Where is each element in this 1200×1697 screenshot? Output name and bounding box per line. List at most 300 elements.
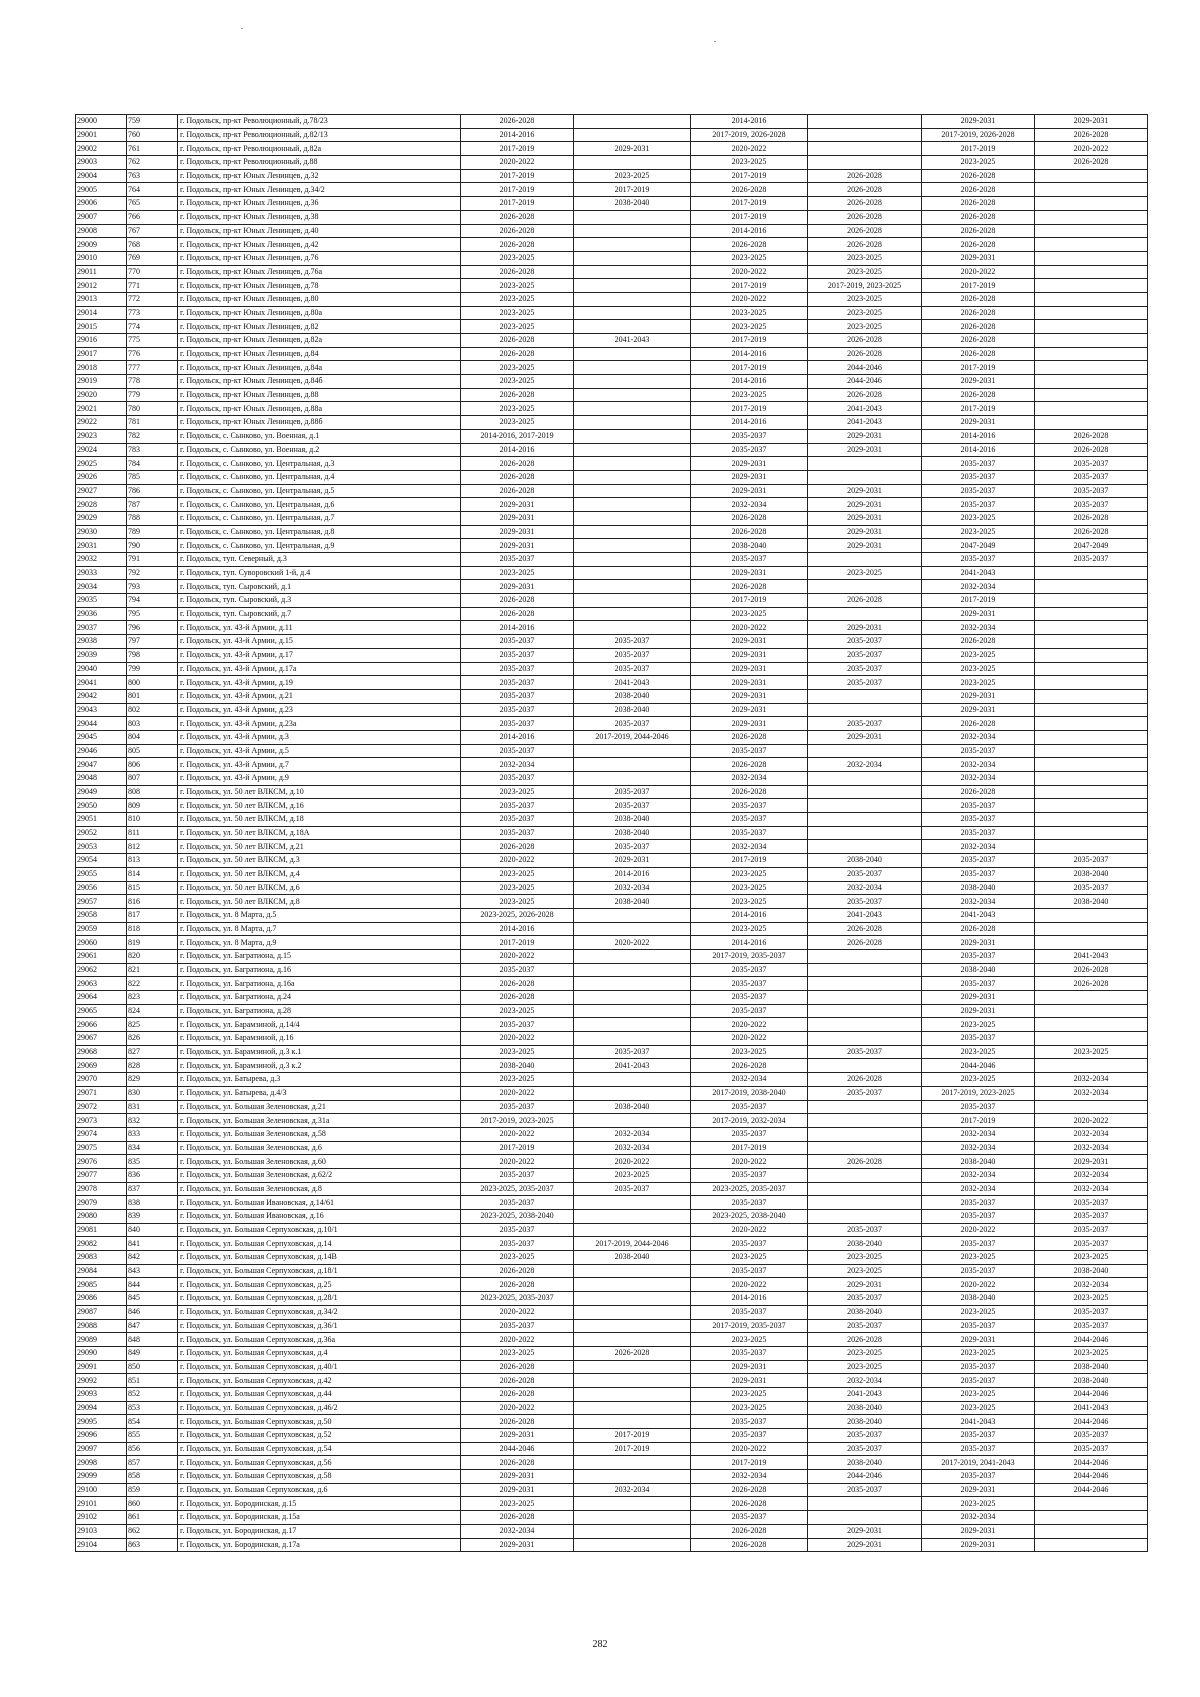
- period-col-5-cell: 2014-2016: [922, 429, 1035, 443]
- record-id-cell: 29028: [76, 498, 127, 512]
- record-id-cell: 29067: [76, 1032, 127, 1046]
- period-col-6-cell: 2035-2037: [1035, 1223, 1148, 1237]
- record-id-cell: 29008: [76, 224, 127, 238]
- period-col-5-cell: 2023-2025: [922, 1387, 1035, 1401]
- period-col-6-cell: 2035-2037: [1035, 854, 1148, 868]
- record-id-cell: 29045: [76, 730, 127, 744]
- record-id-cell: 29016: [76, 334, 127, 348]
- period-col-3-cell: 2020-2022: [691, 621, 808, 635]
- period-col-2-cell: [574, 772, 691, 786]
- seq-number-cell: 791: [127, 553, 178, 567]
- period-col-6-cell: 2041-2043: [1035, 1401, 1148, 1415]
- record-id-cell: 29089: [76, 1333, 127, 1347]
- period-col-6-cell: 2032-2034: [1035, 1141, 1148, 1155]
- period-col-3-cell: 2029-2031: [691, 1360, 808, 1374]
- period-col-4-cell: 2026-2028: [808, 347, 922, 361]
- table-row: [76, 1333, 1148, 1347]
- seq-number-cell: 822: [127, 977, 178, 991]
- seq-number-cell: 801: [127, 689, 178, 703]
- seq-number-cell: 783: [127, 443, 178, 457]
- record-id-cell: 29090: [76, 1346, 127, 1360]
- period-col-3-cell: 2035-2037: [691, 1004, 808, 1018]
- period-col-2-cell: 2035-2037: [574, 648, 691, 662]
- period-col-2-cell: [574, 553, 691, 567]
- period-col-5-cell: 2035-2037: [922, 1374, 1035, 1388]
- table-row: [76, 758, 1148, 772]
- record-id-cell: 29011: [76, 265, 127, 279]
- period-col-3-cell: 2026-2028: [691, 785, 808, 799]
- seq-number-cell: 856: [127, 1442, 178, 1456]
- period-col-6-cell: [1035, 265, 1148, 279]
- period-col-2-cell: 2032-2034: [574, 1483, 691, 1497]
- period-col-1-cell: 2023-2025: [461, 1073, 574, 1087]
- period-col-4-cell: 2041-2043: [808, 1387, 922, 1401]
- table-row: [76, 895, 1148, 909]
- period-col-1-cell: 2020-2022: [461, 1127, 574, 1141]
- period-col-5-cell: 2029-2031: [922, 115, 1035, 129]
- period-col-1-cell: 2026-2028: [461, 388, 574, 402]
- period-col-2-cell: [574, 963, 691, 977]
- period-col-5-cell: 2023-2025: [922, 1251, 1035, 1265]
- period-col-5-cell: 2026-2028: [922, 320, 1035, 334]
- period-col-4-cell: 2023-2025: [808, 306, 922, 320]
- table-row: [76, 594, 1148, 608]
- address-cell: г. Подольск, ул. Барамзиной, д.14/4: [178, 1018, 461, 1032]
- record-id-cell: 29052: [76, 826, 127, 840]
- address-cell: г. Подольск, пр-кт Революционный, д.82а: [178, 142, 461, 156]
- seq-number-cell: 776: [127, 347, 178, 361]
- period-col-1-cell: 2032-2034: [461, 1524, 574, 1538]
- address-cell: г. Подольск, ул. 43-й Армии, д.3: [178, 730, 461, 744]
- seq-number-cell: 820: [127, 949, 178, 963]
- period-col-5-cell: 2023-2025: [922, 511, 1035, 525]
- table-row: [76, 1045, 1148, 1059]
- period-col-3-cell: 2026-2028: [691, 1538, 808, 1552]
- period-col-6-cell: 2032-2034: [1035, 1182, 1148, 1196]
- table-row: [76, 785, 1148, 799]
- period-col-6-cell: 2038-2040: [1035, 1264, 1148, 1278]
- period-col-3-cell: 2035-2037: [691, 799, 808, 813]
- table-row: [76, 169, 1148, 183]
- period-col-5-cell: 2026-2028: [922, 292, 1035, 306]
- period-col-3-cell: 2023-2025: [691, 607, 808, 621]
- address-cell: г. Подольск, ул. 43-й Армии, д.5: [178, 744, 461, 758]
- seq-number-cell: 843: [127, 1264, 178, 1278]
- address-cell: г. Подольск, ул. 50 лет ВЛКСМ, д.8: [178, 895, 461, 909]
- seq-number-cell: 842: [127, 1251, 178, 1265]
- period-col-1-cell: 2035-2037: [461, 799, 574, 813]
- seq-number-cell: 763: [127, 169, 178, 183]
- table-row: [76, 1032, 1148, 1046]
- table-row: [76, 1182, 1148, 1196]
- period-col-4-cell: 2038-2040: [808, 854, 922, 868]
- seq-number-cell: 859: [127, 1483, 178, 1497]
- address-cell: г. Подольск, ул. 50 лет ВЛКСМ, д.21: [178, 840, 461, 854]
- period-col-2-cell: [574, 1374, 691, 1388]
- period-col-5-cell: 2026-2028: [922, 183, 1035, 197]
- period-col-4-cell: 2035-2037: [808, 1442, 922, 1456]
- record-id-cell: 29042: [76, 689, 127, 703]
- record-id-cell: 29025: [76, 457, 127, 471]
- address-cell: г. Подольск, с. Сынково, ул. Центральная, д.8: [178, 525, 461, 539]
- period-col-6-cell: [1035, 1538, 1148, 1552]
- address-cell: г. Подольск, ул. Багратиона, д.24: [178, 991, 461, 1005]
- period-col-2-cell: 2023-2025: [574, 169, 691, 183]
- seq-number-cell: 854: [127, 1415, 178, 1429]
- seq-number-cell: 833: [127, 1127, 178, 1141]
- period-col-2-cell: [574, 1497, 691, 1511]
- table-row: [76, 881, 1148, 895]
- table-row: [76, 470, 1148, 484]
- address-cell: г. Подольск, ул. Большая Серпуховская, д.40/1: [178, 1360, 461, 1374]
- period-col-2-cell: 2032-2034: [574, 1127, 691, 1141]
- period-col-6-cell: [1035, 799, 1148, 813]
- period-col-2-cell: 2035-2037: [574, 635, 691, 649]
- period-col-2-cell: 2038-2040: [574, 689, 691, 703]
- period-col-6-cell: [1035, 758, 1148, 772]
- period-col-4-cell: 2029-2031: [808, 525, 922, 539]
- period-col-2-cell: 2038-2040: [574, 826, 691, 840]
- period-col-4-cell: [808, 1168, 922, 1182]
- period-col-4-cell: 2035-2037: [808, 1045, 922, 1059]
- period-col-5-cell: 2035-2037: [922, 470, 1035, 484]
- period-col-6-cell: 2020-2022: [1035, 142, 1148, 156]
- period-col-1-cell: 2035-2037: [461, 703, 574, 717]
- period-col-5-cell: 2035-2037: [922, 977, 1035, 991]
- period-col-5-cell: 2035-2037: [922, 813, 1035, 827]
- seq-number-cell: 778: [127, 375, 178, 389]
- table-row: [76, 1086, 1148, 1100]
- table-row: [76, 1292, 1148, 1306]
- record-id-cell: 29034: [76, 580, 127, 594]
- table-row: [76, 1429, 1148, 1443]
- address-cell: г. Подольск, пр-кт Юных Ленинцев, д.32: [178, 169, 461, 183]
- table-row: [76, 197, 1148, 211]
- table-row: [76, 813, 1148, 827]
- period-col-4-cell: [808, 156, 922, 170]
- period-col-4-cell: 2026-2028: [808, 1333, 922, 1347]
- period-col-4-cell: 2035-2037: [808, 1292, 922, 1306]
- period-col-4-cell: [808, 1004, 922, 1018]
- address-cell: г. Подольск, ул. Большая Серпуховская, д.58: [178, 1470, 461, 1484]
- address-cell: г. Подольск, ул. Барамзиной, д.3 к.1: [178, 1045, 461, 1059]
- table-row: [76, 1018, 1148, 1032]
- period-col-5-cell: 2032-2034: [922, 758, 1035, 772]
- seq-number-cell: 847: [127, 1319, 178, 1333]
- period-col-5-cell: 2026-2028: [922, 717, 1035, 731]
- address-cell: г. Подольск, ул. 43-й Армии, д.17а: [178, 662, 461, 676]
- address-cell: г. Подольск, ул. Багратиона, д.16а: [178, 977, 461, 991]
- address-cell: г. Подольск, ул. Барамзиной, д.16: [178, 1032, 461, 1046]
- period-col-5-cell: 2035-2037: [922, 498, 1035, 512]
- period-col-1-cell: 2026-2028: [461, 334, 574, 348]
- period-col-6-cell: [1035, 1511, 1148, 1525]
- record-id-cell: 29043: [76, 703, 127, 717]
- period-col-3-cell: 2029-2031: [691, 457, 808, 471]
- period-col-1-cell: 2029-2031: [461, 1483, 574, 1497]
- period-col-4-cell: 2032-2034: [808, 881, 922, 895]
- period-col-1-cell: 2014-2016, 2017-2019: [461, 429, 574, 443]
- address-cell: г. Подольск, ул. Большая Зеленовская, д.6: [178, 1141, 461, 1155]
- record-id-cell: 29058: [76, 908, 127, 922]
- period-col-5-cell: 2029-2031: [922, 1333, 1035, 1347]
- period-col-4-cell: 2038-2040: [808, 1401, 922, 1415]
- period-col-4-cell: 2044-2046: [808, 375, 922, 389]
- period-col-3-cell: 2014-2016: [691, 416, 808, 430]
- address-cell: г. Подольск, пр-кт Юных Ленинцев, д.76а: [178, 265, 461, 279]
- period-col-3-cell: 2023-2025: [691, 1251, 808, 1265]
- period-col-5-cell: 2029-2031: [922, 1004, 1035, 1018]
- period-col-1-cell: 2035-2037: [461, 1100, 574, 1114]
- period-col-3-cell: 2035-2037: [691, 813, 808, 827]
- period-col-5-cell: 2032-2034: [922, 1141, 1035, 1155]
- period-col-2-cell: [574, 1004, 691, 1018]
- period-col-5-cell: 2035-2037: [922, 1196, 1035, 1210]
- address-cell: г. Подольск, ул. 8 Марта, д.9: [178, 936, 461, 950]
- table-row: [76, 1483, 1148, 1497]
- period-col-5-cell: 2029-2031: [922, 703, 1035, 717]
- period-col-6-cell: [1035, 402, 1148, 416]
- period-col-4-cell: [808, 1059, 922, 1073]
- period-col-6-cell: [1035, 730, 1148, 744]
- record-id-cell: 29077: [76, 1168, 127, 1182]
- table-row: [76, 1470, 1148, 1484]
- table-row: [76, 224, 1148, 238]
- period-col-3-cell: 2014-2016: [691, 347, 808, 361]
- period-col-5-cell: 2035-2037: [922, 1470, 1035, 1484]
- period-col-2-cell: [574, 621, 691, 635]
- period-col-2-cell: 2035-2037: [574, 799, 691, 813]
- period-col-5-cell: 2026-2028: [922, 306, 1035, 320]
- table-row: [76, 908, 1148, 922]
- period-col-2-cell: [574, 758, 691, 772]
- period-col-3-cell: 2020-2022: [691, 1442, 808, 1456]
- record-id-cell: 29071: [76, 1086, 127, 1100]
- period-col-2-cell: [574, 594, 691, 608]
- period-col-1-cell: 2044-2046: [461, 1442, 574, 1456]
- period-col-6-cell: 2035-2037: [1035, 881, 1148, 895]
- seq-number-cell: 840: [127, 1223, 178, 1237]
- period-col-4-cell: [808, 470, 922, 484]
- period-col-2-cell: [574, 1073, 691, 1087]
- record-id-cell: 29050: [76, 799, 127, 813]
- period-col-2-cell: 2041-2043: [574, 334, 691, 348]
- address-cell: г. Подольск, ул. Большая Серпуховская, д.36/1: [178, 1319, 461, 1333]
- table-row: [76, 1319, 1148, 1333]
- period-col-1-cell: 2029-2031: [461, 511, 574, 525]
- period-col-5-cell: 2032-2034: [922, 1168, 1035, 1182]
- record-id-cell: 29065: [76, 1004, 127, 1018]
- period-col-1-cell: 2026-2028: [461, 1456, 574, 1470]
- period-col-5-cell: 2035-2037: [922, 1210, 1035, 1224]
- seq-number-cell: 798: [127, 648, 178, 662]
- seq-number-cell: 817: [127, 908, 178, 922]
- record-id-cell: 29064: [76, 991, 127, 1005]
- period-col-3-cell: 2026-2028: [691, 1524, 808, 1538]
- seq-number-cell: 770: [127, 265, 178, 279]
- period-col-5-cell: 2041-2043: [922, 566, 1035, 580]
- period-col-2-cell: 2026-2028: [574, 1346, 691, 1360]
- period-col-4-cell: [808, 949, 922, 963]
- period-col-3-cell: 2029-2031: [691, 484, 808, 498]
- table-row: [76, 1264, 1148, 1278]
- period-col-1-cell: 2020-2022: [461, 1086, 574, 1100]
- period-col-3-cell: 2023-2025: [691, 922, 808, 936]
- address-cell: г. Подольск, ул. Барамзиной, д.3 к.2: [178, 1059, 461, 1073]
- period-col-5-cell: 2035-2037: [922, 484, 1035, 498]
- seq-number-cell: 799: [127, 662, 178, 676]
- period-col-5-cell: 2023-2025: [922, 1018, 1035, 1032]
- table-row: [76, 388, 1148, 402]
- table-row: [76, 183, 1148, 197]
- period-col-2-cell: 2017-2019, 2044-2046: [574, 1237, 691, 1251]
- period-col-4-cell: [808, 703, 922, 717]
- period-col-6-cell: 2038-2040: [1035, 1374, 1148, 1388]
- seq-number-cell: 792: [127, 566, 178, 580]
- period-col-6-cell: [1035, 169, 1148, 183]
- period-col-1-cell: 2026-2028: [461, 1374, 574, 1388]
- record-id-cell: 29059: [76, 922, 127, 936]
- period-col-5-cell: 2026-2028: [922, 388, 1035, 402]
- address-cell: г. Подольск, пр-кт Юных Ленинцев, д.88: [178, 388, 461, 402]
- period-col-6-cell: 2035-2037: [1035, 498, 1148, 512]
- record-id-cell: 29015: [76, 320, 127, 334]
- period-col-3-cell: 2014-2016: [691, 224, 808, 238]
- seq-number-cell: 812: [127, 840, 178, 854]
- period-col-5-cell: 2023-2025: [922, 648, 1035, 662]
- period-col-4-cell: 2029-2031: [808, 498, 922, 512]
- period-col-3-cell: 2017-2019: [691, 594, 808, 608]
- period-col-5-cell: 2029-2031: [922, 375, 1035, 389]
- table-row: [76, 429, 1148, 443]
- period-col-5-cell: 2032-2034: [922, 1511, 1035, 1525]
- period-col-1-cell: 2026-2028: [461, 840, 574, 854]
- table-row: [76, 1360, 1148, 1374]
- period-col-4-cell: 2026-2028: [808, 936, 922, 950]
- period-col-2-cell: [574, 1333, 691, 1347]
- period-col-3-cell: 2029-2031: [691, 689, 808, 703]
- period-col-2-cell: [574, 1032, 691, 1046]
- period-col-3-cell: 2023-2025: [691, 1387, 808, 1401]
- record-id-cell: 29044: [76, 717, 127, 731]
- period-col-1-cell: 2023-2025: [461, 292, 574, 306]
- table-row: [76, 1073, 1148, 1087]
- period-col-2-cell: [574, 1524, 691, 1538]
- period-col-6-cell: 2044-2046: [1035, 1483, 1148, 1497]
- period-col-2-cell: [574, 607, 691, 621]
- record-id-cell: 29013: [76, 292, 127, 306]
- period-col-3-cell: 2029-2031: [691, 717, 808, 731]
- address-cell: г. Подольск, пр-кт Юных Ленинцев, д.88б: [178, 416, 461, 430]
- period-col-2-cell: [574, 224, 691, 238]
- period-col-2-cell: 2038-2040: [574, 703, 691, 717]
- period-col-3-cell: 2023-2025: [691, 867, 808, 881]
- period-col-5-cell: 2020-2022: [922, 1278, 1035, 1292]
- period-col-2-cell: [574, 908, 691, 922]
- period-col-1-cell: 2029-2031: [461, 1470, 574, 1484]
- table-row: [76, 347, 1148, 361]
- period-col-1-cell: 2026-2028: [461, 1387, 574, 1401]
- record-id-cell: 29078: [76, 1182, 127, 1196]
- period-col-6-cell: 2026-2028: [1035, 429, 1148, 443]
- period-col-4-cell: [808, 826, 922, 840]
- period-col-6-cell: 2035-2037: [1035, 1429, 1148, 1443]
- seq-number-cell: 813: [127, 854, 178, 868]
- period-col-3-cell: 2032-2034: [691, 840, 808, 854]
- period-col-2-cell: [574, 566, 691, 580]
- record-id-cell: 29092: [76, 1374, 127, 1388]
- table-row: [76, 251, 1148, 265]
- address-cell: г. Подольск, ул. 43-й Армии, д.23: [178, 703, 461, 717]
- period-col-5-cell: 2032-2034: [922, 580, 1035, 594]
- period-col-6-cell: [1035, 320, 1148, 334]
- seq-number-cell: 855: [127, 1429, 178, 1443]
- period-col-4-cell: 2035-2037: [808, 1086, 922, 1100]
- address-cell: г. Подольск, с. Сынково, ул. Центральная, д.4: [178, 470, 461, 484]
- period-col-6-cell: 2035-2037: [1035, 1237, 1148, 1251]
- record-id-cell: 29049: [76, 785, 127, 799]
- seq-number-cell: 811: [127, 826, 178, 840]
- address-cell: г. Подольск, пр-кт Юных Ленинцев, д.84а: [178, 361, 461, 375]
- table-row: [76, 607, 1148, 621]
- table-row: [76, 1456, 1148, 1470]
- period-col-3-cell: 2035-2037: [691, 826, 808, 840]
- period-col-6-cell: 2029-2031: [1035, 1155, 1148, 1169]
- period-col-2-cell: [574, 320, 691, 334]
- address-cell: г. Подольск, пр-кт Юных Ленинцев, д.34/2: [178, 183, 461, 197]
- period-col-3-cell: 2023-2025: [691, 881, 808, 895]
- record-id-cell: 29068: [76, 1045, 127, 1059]
- seq-number-cell: 795: [127, 607, 178, 621]
- period-col-4-cell: [808, 991, 922, 1005]
- period-col-2-cell: [574, 1511, 691, 1525]
- seq-number-cell: 765: [127, 197, 178, 211]
- period-col-4-cell: 2035-2037: [808, 867, 922, 881]
- period-col-6-cell: 2044-2046: [1035, 1333, 1148, 1347]
- period-col-6-cell: 2026-2028: [1035, 128, 1148, 142]
- period-col-4-cell: 2026-2028: [808, 334, 922, 348]
- table-row: [76, 717, 1148, 731]
- seq-number-cell: 781: [127, 416, 178, 430]
- period-col-2-cell: [574, 922, 691, 936]
- table-row: [76, 402, 1148, 416]
- period-col-6-cell: 2026-2028: [1035, 977, 1148, 991]
- period-col-6-cell: 2047-2049: [1035, 539, 1148, 553]
- period-col-3-cell: 2023-2025: [691, 895, 808, 909]
- period-col-2-cell: [574, 1278, 691, 1292]
- period-col-1-cell: 2032-2034: [461, 758, 574, 772]
- period-col-5-cell: 2041-2043: [922, 908, 1035, 922]
- record-id-cell: 29098: [76, 1456, 127, 1470]
- table-row: [76, 156, 1148, 170]
- seq-number-cell: 786: [127, 484, 178, 498]
- period-col-6-cell: 2035-2037: [1035, 1210, 1148, 1224]
- table-row: [76, 334, 1148, 348]
- period-col-4-cell: [808, 689, 922, 703]
- period-col-1-cell: 2023-2025: [461, 881, 574, 895]
- address-cell: г. Подольск, ул. 43-й Армии, д.11: [178, 621, 461, 635]
- period-col-4-cell: 2029-2031: [808, 730, 922, 744]
- period-col-1-cell: 2029-2031: [461, 1429, 574, 1443]
- period-col-1-cell: 2035-2037: [461, 1319, 574, 1333]
- address-cell: г. Подольск, ул. 43-й Армии, д.23а: [178, 717, 461, 731]
- period-col-2-cell: [574, 1319, 691, 1333]
- period-col-4-cell: 2035-2037: [808, 717, 922, 731]
- table-row: [76, 1497, 1148, 1511]
- period-col-2-cell: 2032-2034: [574, 881, 691, 895]
- period-col-4-cell: [808, 115, 922, 129]
- record-id-cell: 29051: [76, 813, 127, 827]
